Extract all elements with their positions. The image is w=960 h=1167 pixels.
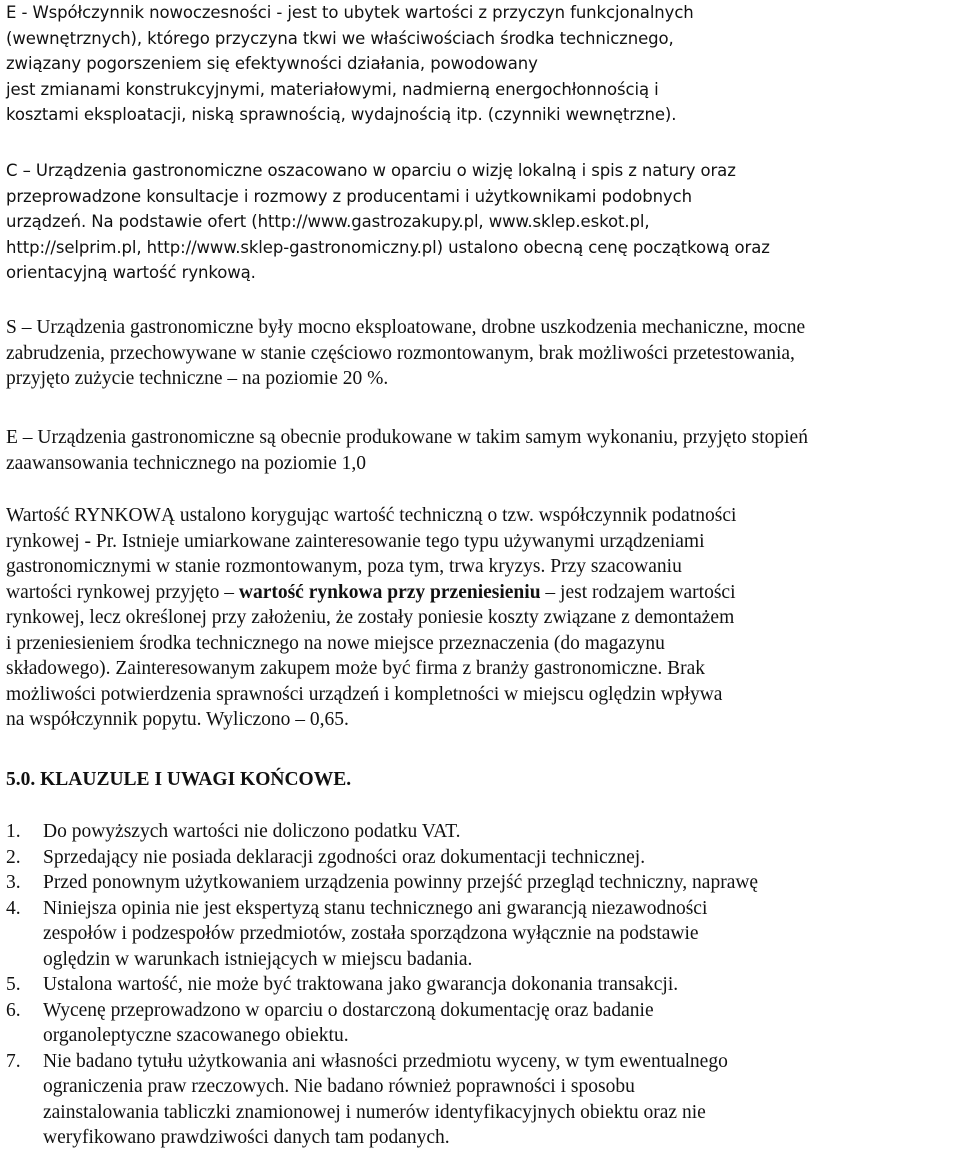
text-line: zabrudzenia, przechowywane w stanie częściowo rozmontowanym, brak możliwości przetestowania, — [6, 342, 795, 364]
text-line: Wartość RYNKOWĄ ustalono korygując wartość techniczną o tzw. współczynnik podatności — [6, 505, 737, 526]
text-line: związany pogorszeniem się efektywności działania, powodowany — [6, 54, 538, 73]
text-line: składowego). Zainteresowanym zakupem może być firma z branży gastronomiczne. Brak — [6, 658, 706, 679]
bold-term: wartość rynkowa przy przeniesieniu — [238, 581, 541, 603]
text-line: zaawansowania technicznego na poziomie 1,0 — [6, 452, 367, 474]
text-line: jest zmianami konstrukcyjnymi, materiałowymi, nadmierną energochłonnością i — [6, 79, 659, 99]
text-line: na współczynnik popytu. Wyliczono – 0,65. — [6, 709, 349, 730]
list-number: 7. — [6, 1050, 21, 1072]
list-item-line: Wycenę przeprowadzono w oparciu o dostarczoną dokumentację oraz badanie — [43, 999, 654, 1021]
modernity-level-paragraph — [6, 425, 951, 476]
list-item — [6, 998, 951, 1049]
text-line: przeprowadzone konsultacje i rozmowy z producentami i użytkownikami podobnych — [6, 186, 692, 206]
list-number: 2. — [6, 846, 21, 868]
text-line: gastronomicznymi w stanie rozmontowanym, poza tym, trwa kryzys. Przy szacowaniu — [6, 556, 682, 577]
text-line: E - Współczynnik nowoczesności - jest to ubytek wartości z przyczyn funkcjonalnych — [6, 3, 694, 22]
list-number: 6. — [6, 999, 21, 1021]
list-item-line: weryfikowano prawdziwości danych tam podanych. — [43, 1127, 450, 1148]
text-line: możliwości potwierdzenia sprawności urządzeń i kompletności w miejscu oględzin wpływa — [6, 683, 723, 705]
text-line: urządzeń. Na podstawie ofert (http://www.gastrozakupy.pl, www.sklep.eskot.pl, — [6, 212, 650, 231]
list-item-line: Ustalona wartość, nie może być traktowana jako gwarancja dokonania transakcji. — [43, 974, 679, 995]
text-line: http://selprim.pl, http://www.sklep-gastronomiczny.pl) ustalono obecną cenę początkową oraz — [6, 237, 770, 257]
text-line — [6, 580, 951, 606]
list-item-line: zainstalowania tabliczki znamionowej i numerów identyfikacyjnych obiektu oraz nie — [43, 1101, 706, 1123]
list-item — [6, 1049, 951, 1151]
list-item-line: Sprzedający nie posiada deklaracji zgodności oraz dokumentacji technicznej. — [43, 846, 646, 868]
price-basis-paragraph — [6, 158, 951, 286]
text-line: orientacyjną wartość rynkową. — [6, 263, 256, 282]
list-number: 5. — [6, 974, 21, 995]
list-item — [6, 870, 951, 896]
text-line: S – Urządzenia gastronomiczne były mocno eksploatowane, drobne uszkodzenia mechaniczne, mocne — [6, 317, 806, 338]
list-item-line: ograniczenia praw rzeczowych. Nie badano również poprawności i sposobu — [43, 1076, 635, 1097]
text-line: rynkowej - Pr. Istnieje umiarkowane zainteresowanie tego typu używanymi urządzeniami — [6, 530, 705, 552]
list-item-line: Przed ponownym użytkowaniem urządzenia powinny przejść przegląd techniczny, naprawę — [43, 872, 759, 893]
list-item-line: Do powyższych wartości nie doliczono podatku VAT. — [43, 821, 461, 842]
list-item — [6, 896, 951, 973]
list-item — [6, 972, 951, 998]
market-value-paragraph — [6, 503, 951, 733]
list-number: 1. — [6, 821, 21, 842]
text-line: kosztami eksploatacji, niską sprawnością, wydajnością itp. (czynniki wewnętrzne). — [6, 105, 677, 124]
list-item-line: organoleptyczne szacowanego obiektu. — [43, 1025, 349, 1046]
list-item-line: Niniejsza opinia nie jest ekspertyzą stanu technicznego ani gwarancją niezawodności — [43, 897, 708, 919]
wear-paragraph — [6, 315, 951, 392]
text-line: (wewnętrznych), którego przyczyna tkwi we właściwościach środka technicznego, — [6, 28, 674, 48]
text-line: E – Urządzenia gastronomiczne są obecnie produkowane w takim samym wykonaniu, przyjęto stopień — [6, 427, 808, 448]
list-item-line: oględzin w warunkach istniejących w miejscu badania. — [43, 948, 473, 970]
list-item-line: zespołów i podzespołów przedmiotów, została sporządzona wyłącznie na podstawie — [43, 923, 699, 944]
section-heading: 5.0. KLAUZULE I UWAGI KOŃCOWE. — [6, 769, 352, 790]
text-line: i przeniesieniem środka technicznego na nowe miejsce przeznaczenia (do magazynu — [6, 632, 665, 654]
text-line: C – Urządzenia gastronomiczne oszacowano w oparciu o wizję lokalną i spis z natury oraz — [6, 161, 736, 180]
modernity-coefficient-paragraph — [6, 0, 951, 128]
text-line: rynkowej, lecz określonej przy założeniu, że zostały poniesie koszty związane z demontażem — [6, 607, 735, 628]
list-item-line: Nie badano tytułu użytkowania ani własności przedmiotu wyceny, w tym ewentualnego — [43, 1050, 728, 1072]
text-run: – jest rodzajem wartości — [540, 581, 736, 603]
list-item — [6, 819, 951, 845]
text-run: wartości rynkowej przyjęto – — [6, 581, 239, 603]
list-item — [6, 845, 951, 871]
clauses-list — [6, 819, 951, 1151]
list-number: 3. — [6, 872, 21, 893]
list-number: 4. — [6, 897, 21, 919]
text-line: przyjęto zużycie techniczne – na poziomie 20 %. — [6, 368, 389, 389]
